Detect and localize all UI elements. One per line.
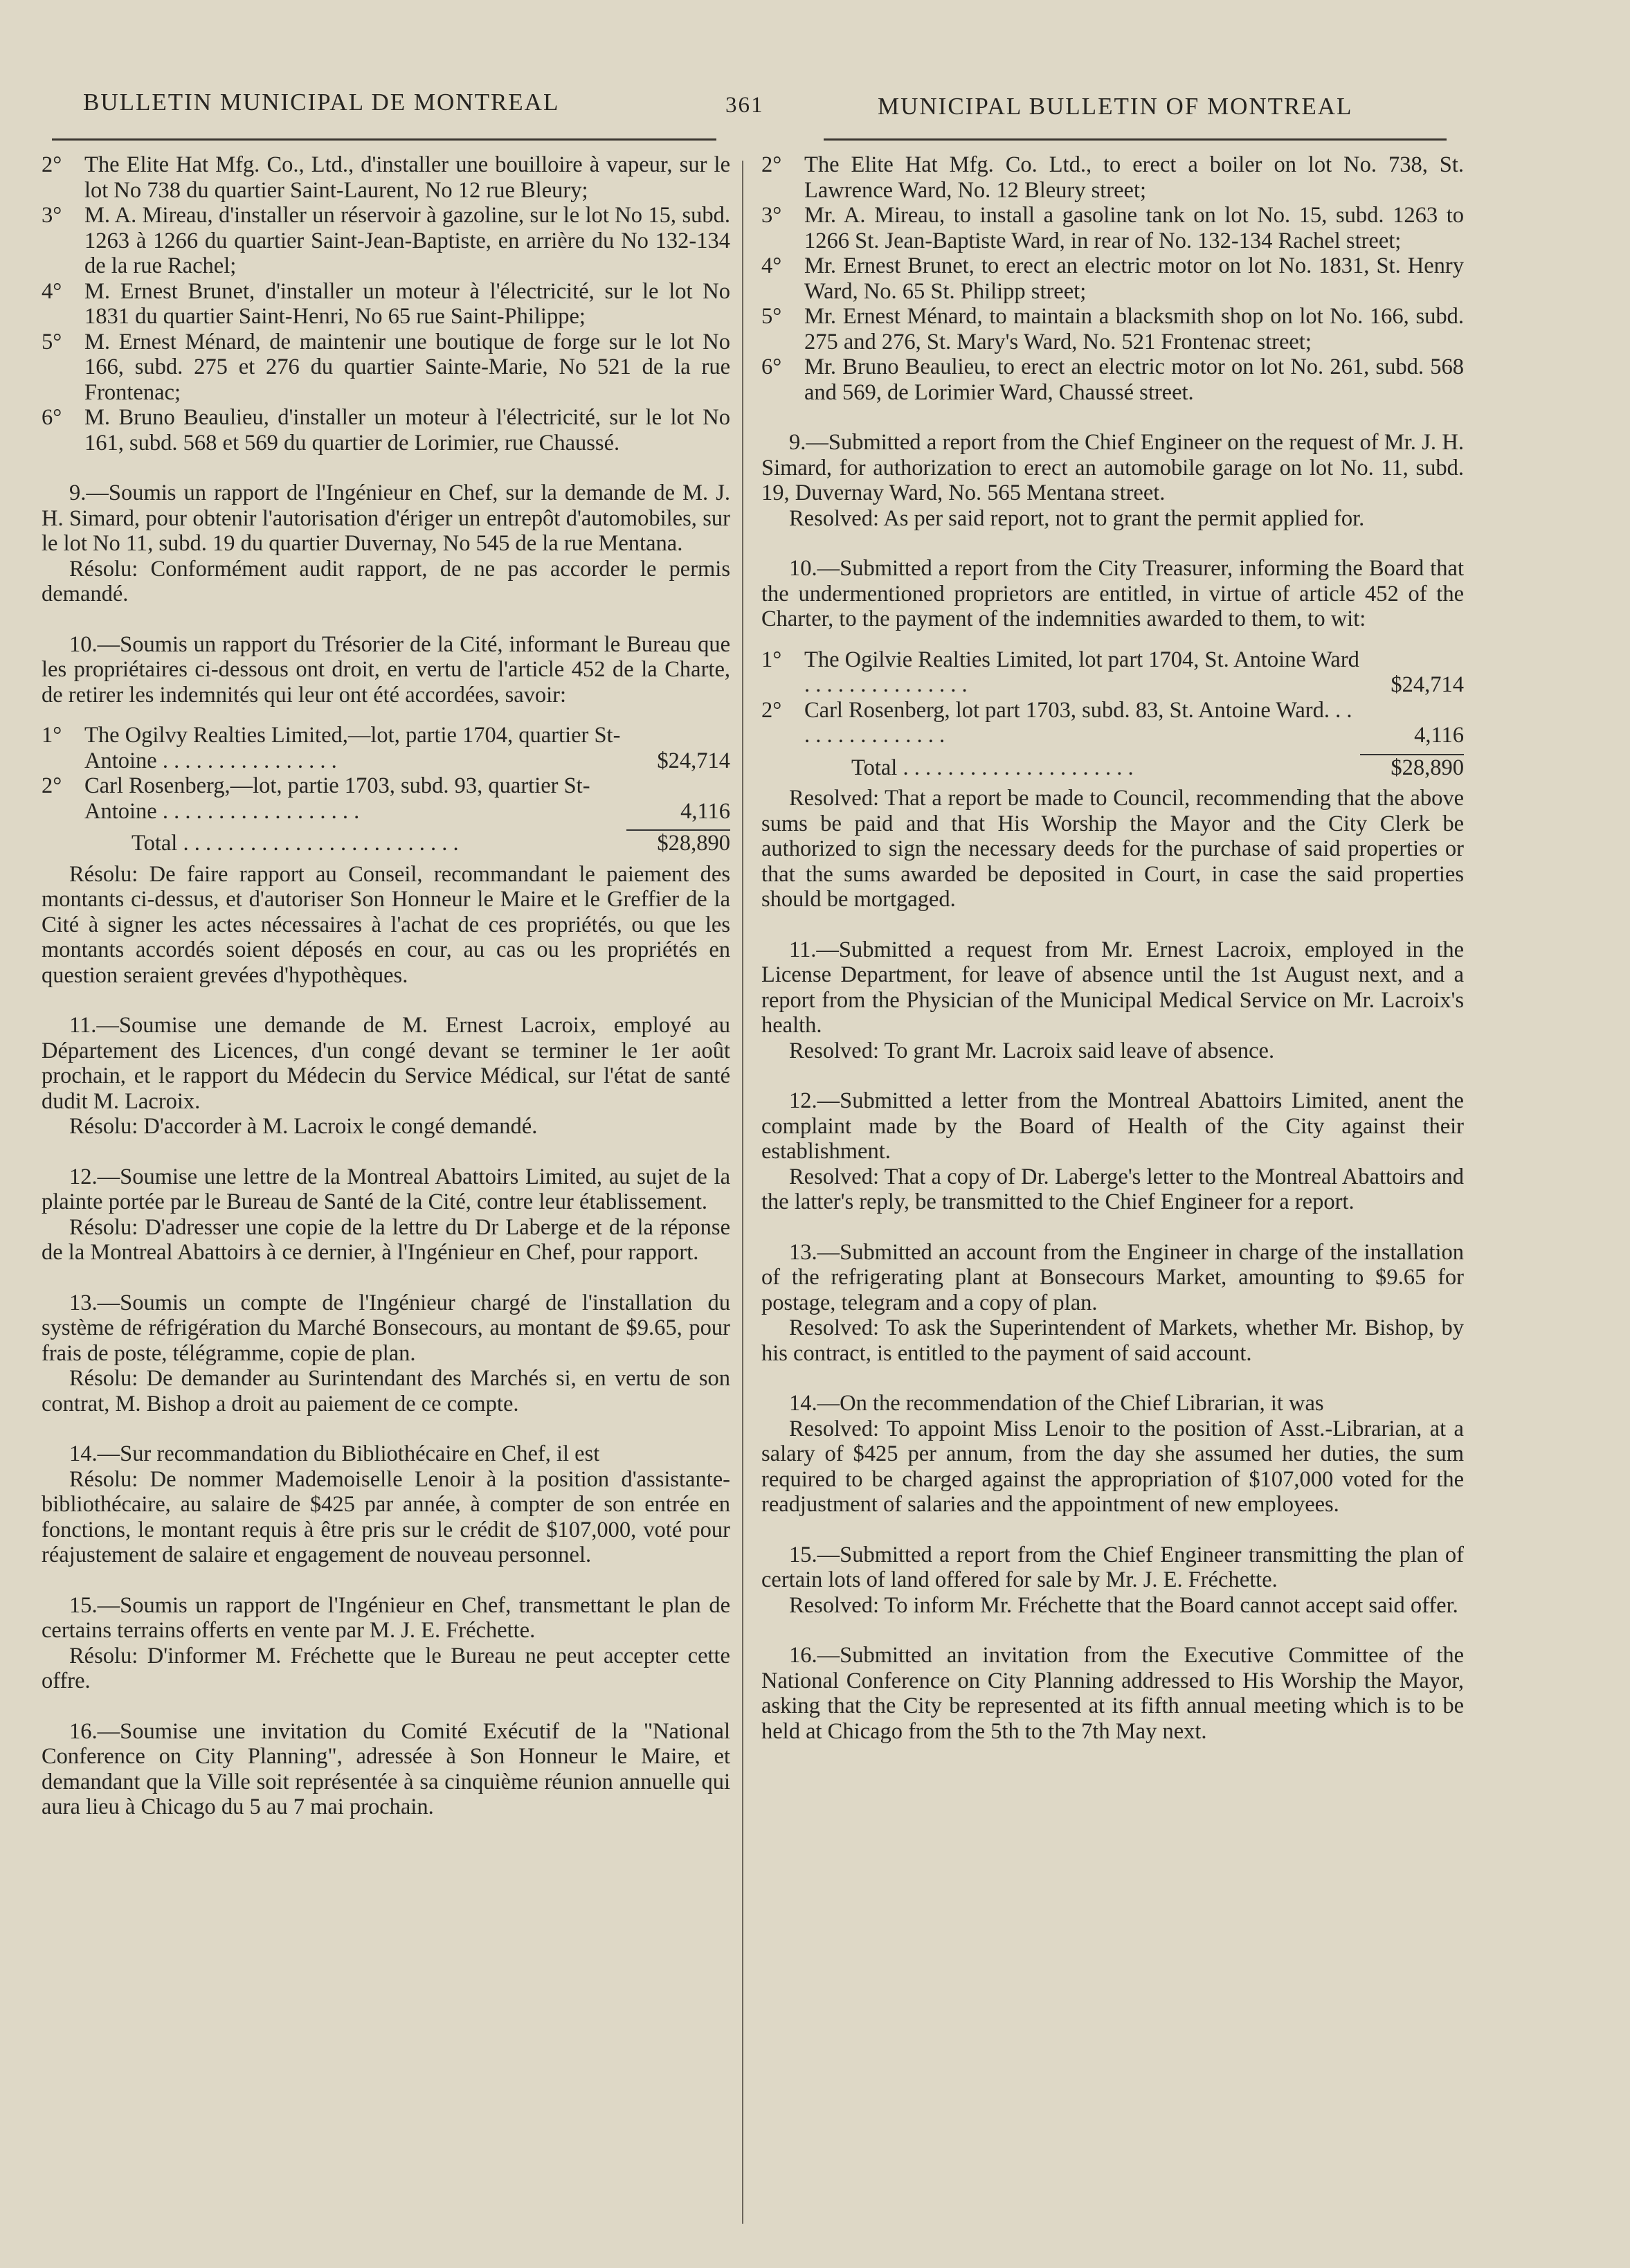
paragraph-10: 10.—Submitted a report from the City Treasurer, informing the Board that the undermentioned proprietors are entitled, in virtue of article 452 of the Charter, to the payment of the indemnities awarded to them, to wit: <box>761 556 1464 631</box>
payment-number: 1° <box>42 723 62 748</box>
list-item <box>42 152 730 203</box>
paragraph-9: 9.—Submitted a report from the Chief Engineer on the request of Mr. J. H. Simard, for authorization to erect an automobile garage on lot No. 11, subd. 19, Duvernay Ward, No. 565 Mentana street. <box>761 430 1464 505</box>
item-text: Mr. Ernest Ménard, to maintain a blacksmith shop on lot No. 166, subd. 275 and 276, St. Mary's Ward, No. 521 Frontenac street; <box>804 304 1464 354</box>
list-item <box>761 253 1464 304</box>
header-title-english: MUNICIPAL BULLETIN OF MONTREAL <box>878 93 1353 120</box>
resolution-12: Résolu: D'adresser une copie de la lettre du Dr Laberge et de la réponse de la Montreal Abattoirs à ce dernier, à l'Ingénieur en Chef, pour rapport. <box>42 1214 730 1265</box>
resolution-10: Resolved: That a report be made to Council, recommending that the above sums be paid and that His Worship the Mayor and the City Clerk be authorized to sign the necessary deeds for the purchase of said properties or that the sums awarded be deposited in Court, in case the said properties should be mortgaged. <box>761 786 1464 912</box>
resolution-13: Résolu: De demander au Surintendant des Marchés si, en vertu de son contrat, M. Bishop a droit au paiement de ce compte. <box>42 1366 730 1416</box>
column-divider <box>742 161 743 2224</box>
paragraph-12: 12.—Soumise une lettre de la Montreal Abattoirs Limited, au sujet de la plainte portée par le Bureau de Santé de la Cité, contre leur établissement. <box>42 1164 730 1214</box>
payment-number: 2° <box>761 697 782 723</box>
item-number: 5° <box>761 304 782 329</box>
resolution-10: Résolu: De faire rapport au Conseil, recommandant le paiement des montants ci-dessus, et d'autoriser Son Honneur le Maire et le Greffier de la Cité à signer les actes nécessaires à l'achat de ces propriétés, ou que les montants accordés soient déposés en cour, au cas ou les propriétés en question seraient grevées d'hypothèques. <box>42 861 730 988</box>
page-header <box>76 82 1426 130</box>
payment-number: 2° <box>42 773 62 798</box>
payment-number: 1° <box>761 647 782 672</box>
item-number: 3° <box>761 203 782 228</box>
item-number: 6° <box>761 354 782 379</box>
list-item <box>42 203 730 279</box>
resolution-13: Resolved: To ask the Superintendent of Markets, whether Mr. Bishop, by his contract, is entitled to the payment of said account. <box>761 1315 1464 1366</box>
payment-amount: 4,116 <box>1414 723 1464 748</box>
resolution-11: Résolu: D'accorder à M. Lacroix le congé demandé. <box>69 1114 538 1139</box>
page-number: 361 <box>725 93 764 118</box>
paragraph-9: 9.—Soumis un rapport de l'Ingénieur en Chef, sur la demande de M. J. H. Simard, pour obtenir l'autorisation d'ériger un entrepôt d'automobiles, sur le lot No 11, subd. 19 du quartier Duvernay, No 545 de la rue Mentana. <box>42 480 730 556</box>
resolution-12: Resolved: That a copy of Dr. Laberge's letter to the Montreal Abattoirs and the latter's reply, be transmitted to the Chief Engineer for a report. <box>761 1164 1464 1214</box>
paragraph-16: 16.—Submitted an invitation from the Executive Committee of the National Conference on City Planning addressed to His Worship the Mayor, asking that the City be represented at its fifth annual meeting which is to be held at Chicago from the 5th to the 7th May next. <box>761 1643 1464 1744</box>
paragraph-13: 13.—Submitted an account from the Engineer in charge of the installation of the refrigerating plant at Bonsecours Market, amounting to $9.65 for postage, telegram and a copy of plan. <box>761 1239 1464 1315</box>
resolution-15: Résolu: D'informer M. Fréchette que le Bureau ne peut accepter cette offre. <box>42 1643 730 1693</box>
resolution-9: Resolved: As per said report, not to grant the permit applied for. <box>789 505 1365 531</box>
payment-row <box>761 647 1464 698</box>
item-text: Mr. Bruno Beaulieu, to erect an electric motor on lot No. 261, subd. 568 and 569, de Lorimier Ward, Chaussé street. <box>804 354 1464 405</box>
item-number: 6° <box>42 405 62 430</box>
item-text: Mr. A. Mireau, to install a gasoline tank on lot No. 15, subd. 1263 to 1266 St. Jean-Baptiste Ward, in rear of No. 132-134 Rachel street; <box>804 203 1464 253</box>
total-amount: $28,890 <box>626 829 730 856</box>
item-number: 2° <box>761 152 782 177</box>
paragraph-15: 15.—Submitted a report from the Chief Engineer transmitting the plan of certain lots of land offered for sale by Mr. J. E. Fréchette. <box>761 1542 1464 1592</box>
header-rule-left <box>52 138 716 141</box>
item-text: Mr. Ernest Brunet, to erect an electric motor on lot No. 1831, St. Henry Ward, No. 65 St. Philipp street; <box>804 253 1464 304</box>
resolution-14: Resolved: To appoint Miss Lenoir to the position of Asst.-Librarian, at a salary of $425 per annum, from the day she assumed her duties, the sum required to be charged against the appropriation of $107,000 voted for the readjustment of salaries and the appointment of new employees. <box>761 1416 1464 1517</box>
english-column <box>761 152 1464 1744</box>
resolution-14: Résolu: De nommer Mademoiselle Lenoir à la position d'assistante-bibliothécaire, au salaire de $425 par année, à compter de son entrée en fonctions, le montant requis à être pris sur le crédit de $107,000, voté pour réajustement de salaire et engagement de nouveau personnel. <box>42 1466 730 1567</box>
payment-description: Carl Rosenberg, lot part 1703, subd. 83, St. Antoine Ward. . . . . . . . . . . . . . . . <box>804 697 1352 748</box>
item-number: 2° <box>42 152 62 177</box>
paragraph-11: 11.—Soumise une demande de M. Ernest Lacroix, employé au Département des Licences, d'un congé devant se terminer le 1er août prochain, et le rapport du Médecin du Service Médical, sur l'état de santé dudit M. Lacroix. <box>42 1013 730 1114</box>
item-number: 4° <box>42 278 62 304</box>
total-label: Total . . . . . . . . . . . . . . . . . . . . . <box>851 755 1134 780</box>
payment-description: Carl Rosenberg,—lot, partie 1703, subd. 93, quartier St-Antoine . . . . . . . . . . . . . . . . . . <box>84 773 590 824</box>
resolution-15: Resolved: To inform Mr. Fréchette that the Board cannot accept said offer. <box>789 1592 1458 1618</box>
header-rule-right <box>824 138 1447 141</box>
list-item <box>761 304 1464 354</box>
total-row <box>761 754 1464 781</box>
french-column <box>42 152 730 1820</box>
paragraph-15: 15.—Soumis un rapport de l'Ingénieur en Chef, transmettant le plan de certains terrains offerts en vente par M. J. E. Fréchette. <box>42 1592 730 1643</box>
list-item <box>761 354 1464 405</box>
paragraph-13: 13.—Soumis un compte de l'Ingénieur chargé de l'installation du système de réfrigération du Marché Bonsecours, au montant de $9.65, pour frais de poste, télégramme, copie de plan. <box>42 1290 730 1366</box>
payment-description: The Ogilvie Realties Limited, lot part 1704, St. Antoine Ward . . . . . . . . . . . . . . . <box>804 647 1359 697</box>
item-number: 5° <box>42 329 62 354</box>
paragraph-14: 14.—On the recommendation of the Chief Librarian, it was <box>789 1391 1324 1416</box>
item-text: M. A. Mireau, d'installer un réservoir à gazoline, sur le lot No 15, subd. 1263 à 1266 du quartier Saint-Jean-Baptiste, en arrière du No 132-134 de la rue Rachel; <box>84 203 730 278</box>
payment-description: The Ogilvy Realties Limited,—lot, partie 1704, quartier St-Antoine . . . . . . . . . . . . . . . . <box>84 723 621 773</box>
paragraph-16: 16.—Soumise une invitation du Comité Exécutif de la "National Conference on City Planning", adressée à Son Honneur le Maire, et demandant que la Ville soit représentée à sa cinquième réunion annuelle qui aura lieu à Chicago du 5 au 7 mai prochain. <box>42 1718 730 1819</box>
paragraph-14: 14.—Sur recommandation du Bibliothécaire en Chef, il est <box>69 1441 600 1466</box>
item-text: M. Ernest Brunet, d'installer un moteur à l'électricité, sur le lot No 1831 du quartier Saint-Henri, No 65 rue Saint-Philippe; <box>84 278 730 329</box>
payment-row <box>42 723 730 773</box>
total-row <box>42 829 730 856</box>
item-number: 3° <box>42 203 62 228</box>
payment-row <box>42 773 730 824</box>
total-amount: $28,890 <box>1360 754 1464 781</box>
payment-row <box>761 698 1464 748</box>
payment-amount: 4,116 <box>680 798 730 824</box>
list-item <box>761 203 1464 253</box>
item-text: The Elite Hat Mfg. Co. Ltd., to erect a boiler on lot No. 738, St. Lawrence Ward, No. 12 Bleury street; <box>804 152 1464 203</box>
resolution-11: Resolved: To grant Mr. Lacroix said leave of absence. <box>789 1038 1275 1063</box>
list-item <box>761 152 1464 203</box>
paragraph-12: 12.—Submitted a letter from the Montreal Abattoirs Limited, anent the complaint made by the Board of Health of the City against their establishment. <box>761 1088 1464 1164</box>
header-title-french: BULLETIN MUNICIPAL DE MONTREAL <box>83 89 560 116</box>
resolution-9: Résolu: Conformément audit rapport, de ne pas accorder le permis demandé. <box>42 556 730 606</box>
payment-amount: $24,714 <box>1391 672 1464 697</box>
item-number: 4° <box>761 253 782 278</box>
payment-amount: $24,714 <box>657 748 730 773</box>
paragraph-11: 11.—Submitted a request from Mr. Ernest Lacroix, employed in the License Department, for leave of absence until the 1st August next, and a report from the Physician of the Municipal Medical Service on Mr. Lacroix's health. <box>761 937 1464 1038</box>
total-label: Total . . . . . . . . . . . . . . . . . . . . . . . . . <box>132 831 459 856</box>
item-text: M. Ernest Ménard, de maintenir une boutique de forge sur le lot No 166, subd. 275 et 276 du quartier Sainte-Marie, No 521 de la rue Frontenac; <box>84 329 730 405</box>
item-text: M. Bruno Beaulieu, d'installer un moteur à l'électricité, sur le lot No 161, subd. 568 et 569 du quartier de Lorimier, rue Chaussé. <box>84 405 730 456</box>
paragraph-10: 10.—Soumis un rapport du Trésorier de la Cité, informant le Bureau que les propriétaires ci-dessous ont droit, en vertu de l'article 452 de la Charte, de retirer les indemnités qui leur ont été accordées, savoir: <box>42 631 730 708</box>
list-item <box>42 279 730 330</box>
list-item <box>42 330 730 406</box>
item-text: The Elite Hat Mfg. Co., Ltd., d'installer une bouilloire à vapeur, sur le lot No 738 du quartier Saint-Laurent, No 12 rue Bleury; <box>84 152 730 203</box>
list-item <box>42 405 730 456</box>
